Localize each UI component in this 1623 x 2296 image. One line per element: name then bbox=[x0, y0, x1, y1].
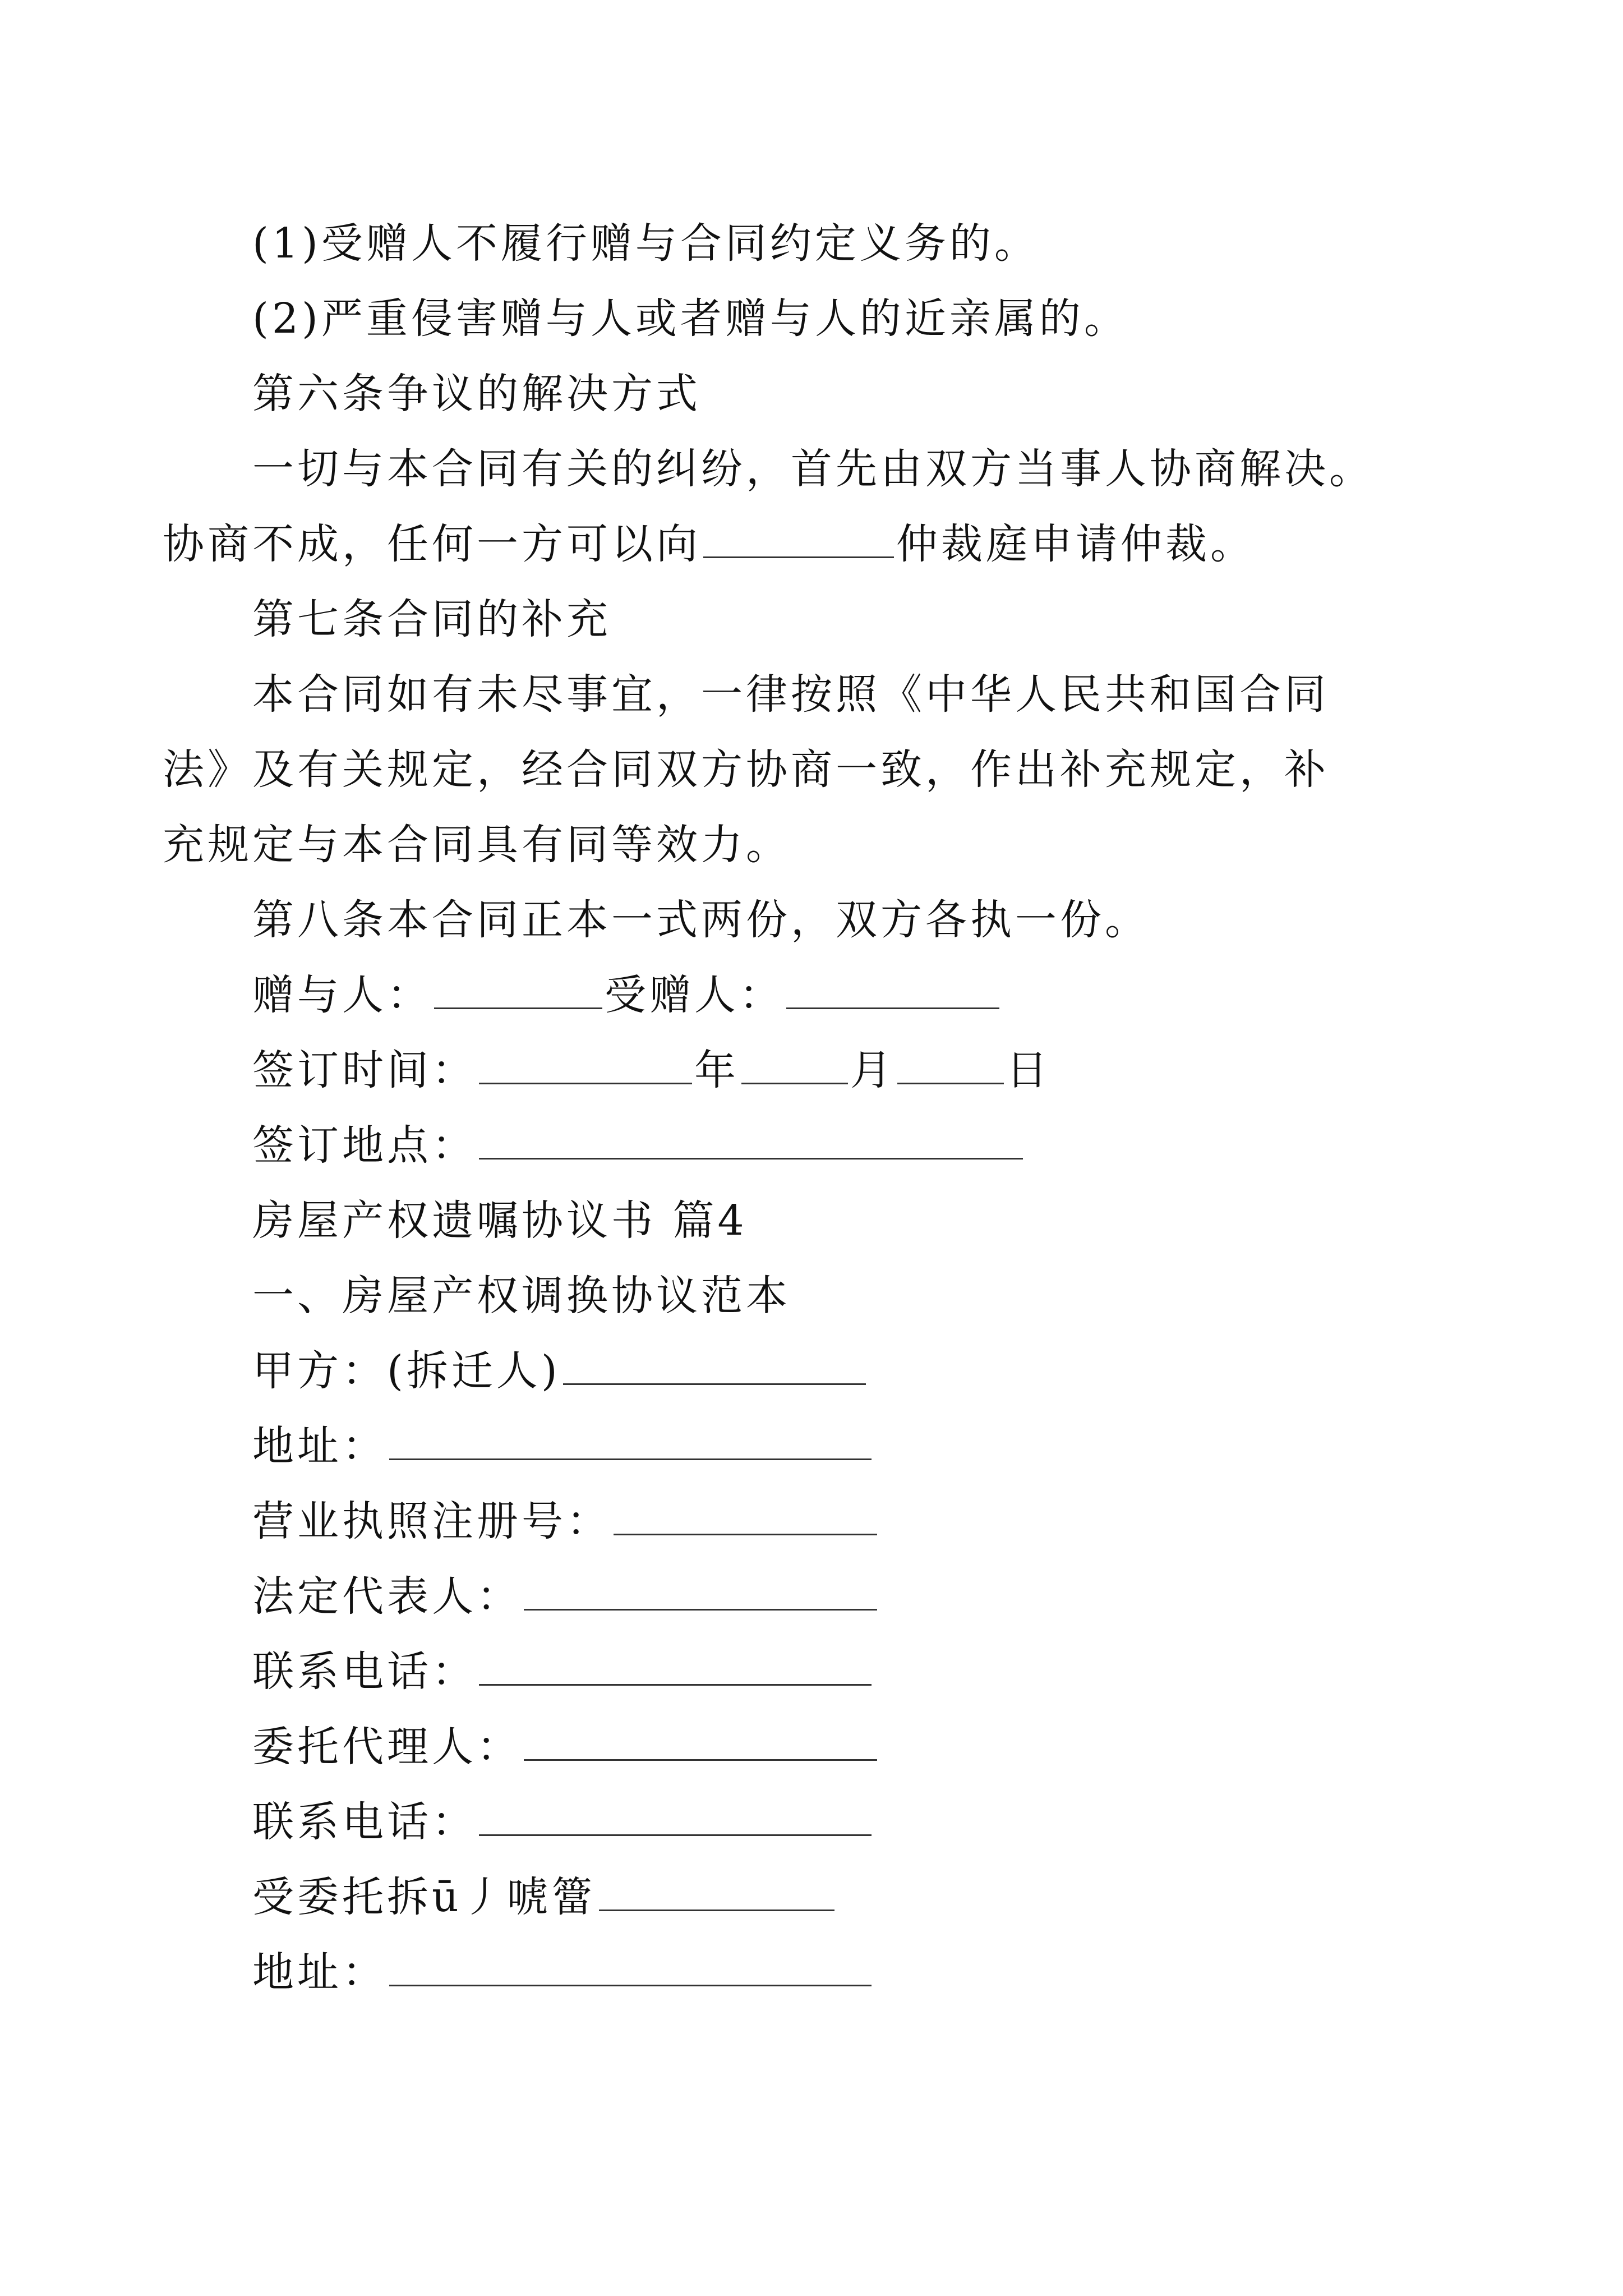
article-7-body-line-1-text: 本合同如有未尽事宜，一律按照《中华人民共和国合同 bbox=[252, 670, 1329, 719]
entrusted-blank bbox=[599, 1874, 834, 1911]
signing-date-label: 签订时间： bbox=[252, 1046, 477, 1094]
clause-item-2 bbox=[252, 285, 1129, 352]
donee-label: 受赠人： bbox=[605, 971, 784, 1019]
article-6-body-line-2-before: 协商不成，任何一方可以向 bbox=[163, 520, 701, 568]
party-a-label: 甲方：(拆迁人) bbox=[252, 1347, 561, 1395]
business-license-label: 营业执照注册号： bbox=[252, 1497, 611, 1545]
article-7-heading bbox=[252, 586, 611, 653]
phone-line-2 bbox=[252, 1788, 874, 1856]
article-7-heading-text: 第七条合同的补充 bbox=[252, 595, 611, 643]
day-label: 日 bbox=[1006, 1046, 1051, 1094]
party-a-blank bbox=[563, 1347, 866, 1385]
year-label: 年 bbox=[694, 1046, 739, 1094]
phone-blank-1 bbox=[479, 1648, 872, 1686]
signing-date-line bbox=[252, 1037, 1051, 1104]
agent-line bbox=[252, 1713, 879, 1780]
address-line-2 bbox=[252, 1939, 874, 2006]
entrusted-label: 受委托拆ū丿唬簹 bbox=[252, 1873, 597, 1921]
business-license-blank bbox=[614, 1498, 877, 1535]
signatories-line bbox=[252, 961, 1002, 1029]
subsection-title-text: 一、房屋产权调换协议范本 bbox=[252, 1272, 791, 1320]
address-line-1 bbox=[252, 1412, 874, 1480]
phone-label-2: 联系电话： bbox=[252, 1798, 477, 1846]
article-6-heading-text: 第六条争议的解决方式 bbox=[252, 370, 701, 418]
donor-blank bbox=[434, 972, 602, 1009]
clause-item-2-text: (2)严重侵害赠与人或者赠与人的近亲属的。 bbox=[252, 295, 1129, 343]
address-blank-2 bbox=[389, 1949, 872, 1986]
agent-label: 委托代理人： bbox=[252, 1723, 522, 1771]
phone-blank-2 bbox=[479, 1798, 872, 1836]
article-8-text-content: 第八条本合同正本一式两份，双方各执一份。 bbox=[252, 896, 1150, 944]
address-blank-1 bbox=[389, 1423, 872, 1460]
section-title bbox=[252, 1187, 748, 1254]
signing-year-blank bbox=[479, 1047, 692, 1084]
article-7-body-line-2 bbox=[163, 736, 1329, 803]
entrusted-line bbox=[252, 1864, 837, 1931]
article-7-body-line-1 bbox=[252, 661, 1329, 728]
donee-blank bbox=[786, 972, 999, 1009]
article-6-body-line-1-text: 一切与本合同有关的纠纷，首先由双方当事人协商解决。 bbox=[252, 445, 1374, 493]
address-label-1: 地址： bbox=[252, 1422, 387, 1470]
legal-rep-label: 法定代表人： bbox=[252, 1572, 522, 1621]
article-6-body-line-1 bbox=[252, 435, 1374, 503]
legal-rep-blank bbox=[524, 1573, 877, 1611]
legal-rep-line bbox=[252, 1563, 879, 1630]
subsection-title bbox=[252, 1262, 791, 1329]
article-7-body-line-3 bbox=[163, 811, 791, 878]
party-a-line bbox=[252, 1337, 868, 1405]
clause-item-1-text: (1)受赠人不履行赠与合同约定义务的。 bbox=[252, 219, 1039, 268]
signing-place-label: 签订地点： bbox=[252, 1121, 477, 1170]
signing-month-blank bbox=[741, 1047, 848, 1084]
article-7-body-line-2-text: 法》及有关规定，经合同双方协商一致，作出补充规定，补 bbox=[163, 746, 1329, 794]
agent-blank bbox=[524, 1723, 877, 1761]
article-6-heading bbox=[252, 360, 701, 427]
signing-place-line bbox=[252, 1112, 1025, 1179]
donor-label: 赠与人： bbox=[252, 971, 432, 1019]
article-8-text bbox=[252, 886, 1150, 954]
section-title-text: 房屋产权遗嘱协议书 篇4 bbox=[252, 1197, 748, 1245]
article-6-body-line-2 bbox=[163, 510, 1255, 578]
month-label: 月 bbox=[850, 1046, 895, 1094]
arbitration-blank bbox=[703, 521, 894, 558]
article-6-body-line-2-after: 仲裁庭申请仲裁。 bbox=[896, 520, 1255, 568]
business-license-line bbox=[252, 1488, 879, 1555]
signing-day-blank bbox=[897, 1047, 1004, 1084]
phone-line-1 bbox=[252, 1638, 874, 1705]
clause-item-1 bbox=[252, 210, 1039, 277]
signing-place-blank bbox=[479, 1122, 1023, 1159]
address-label-2: 地址： bbox=[252, 1948, 387, 1996]
phone-label-1: 联系电话： bbox=[252, 1648, 477, 1696]
article-7-body-line-3-text: 充规定与本合同具有同等效力。 bbox=[163, 821, 791, 869]
